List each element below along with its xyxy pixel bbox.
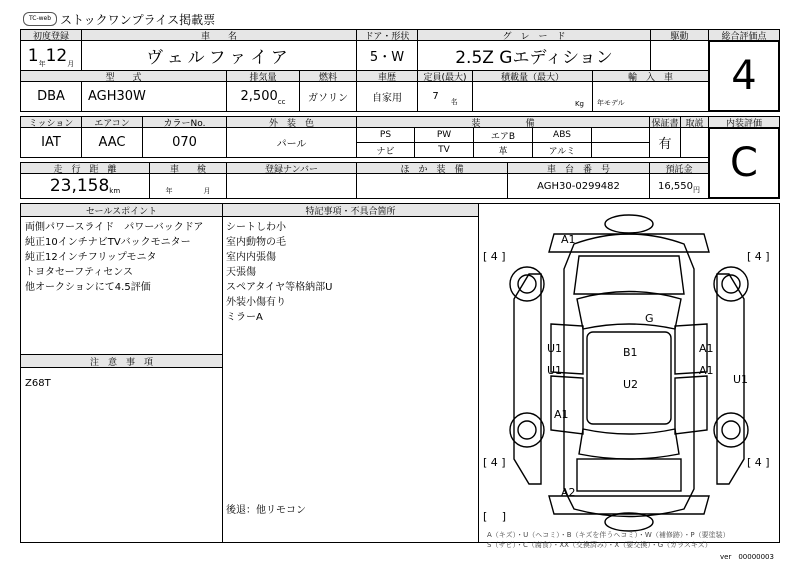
mark-a1-front: A1 [561, 233, 576, 246]
car-diagram [479, 204, 779, 542]
load-cell [472, 81, 593, 112]
mission-label: ミッション [20, 116, 82, 128]
grade-value: 2.5Z Gエディション [417, 40, 651, 71]
reg-plate-label: 登録ナンバー [226, 162, 357, 174]
mark-b1: B1 [623, 346, 638, 359]
manual-label: 取説 [680, 116, 709, 128]
fuel-label: 燃料 [299, 70, 357, 82]
mark-a1-right2: A1 [699, 364, 714, 377]
reg-year: 1 [27, 45, 39, 66]
inspection-label: 車 検 [149, 162, 227, 174]
vehicle-name-label: 車 名 [81, 29, 357, 41]
mark-a1-rear: A1 [554, 408, 569, 421]
equip-r2-blank [591, 142, 650, 158]
insp-year-unit: 年 [165, 187, 173, 195]
capacity-cell [417, 81, 473, 112]
other-equipment-label: ほ か 装 備 [356, 162, 508, 174]
mark-a2: A2 [561, 486, 576, 499]
drive-value [650, 40, 709, 71]
displacement-cell [226, 81, 300, 112]
ac-label: エアコン [81, 116, 143, 128]
color-no-value: 070 [142, 127, 227, 158]
sales-point: 両側パワースライド パワーバックドア [25, 222, 204, 233]
model-prefix: DBA [20, 81, 82, 112]
mileage-label: 走 行 距 離 [20, 162, 150, 174]
bracket-fr: [ 4 ] [747, 250, 770, 263]
special-note: 室内内張傷 [226, 252, 276, 263]
sales-point: 純正12インチフリップモニタ [25, 252, 157, 263]
interior-score: C [708, 127, 780, 199]
version-label: ver 00000003 [720, 553, 774, 561]
left-col-divider [222, 203, 223, 543]
reg-month-unit: 月 [67, 59, 75, 68]
displacement-value: 2,500 [240, 89, 278, 104]
warranty-value: 有 [649, 127, 681, 158]
interior-score-label: 内装評価 [708, 116, 780, 128]
load-label: 積載量（最大） [472, 70, 593, 82]
color-no-label: カラーNo. [142, 116, 227, 128]
import-note: 年モデル [597, 99, 625, 107]
equip-alloy: アルミ [532, 142, 592, 158]
mission-value: IAT [20, 127, 82, 158]
displacement-unit: cc [277, 97, 286, 106]
exterior-label: 外 装 色 [226, 116, 357, 128]
capacity-unit: 名 [450, 97, 458, 106]
equip-pw: PW [414, 127, 474, 143]
sales-points-label: セールスポイント [20, 203, 223, 217]
special-note: 室内動物の毛 [226, 237, 286, 248]
logo: TC-web [23, 12, 57, 26]
special-notes-list [226, 220, 476, 325]
rear-glass [579, 429, 679, 459]
special-note: 外装小傷有り [226, 297, 286, 308]
sales-point: 他オークションにて4.5評価 [25, 282, 151, 293]
spare-front [605, 215, 653, 233]
left-door-rear [551, 376, 583, 434]
caution-label: 注 意 事 項 [20, 354, 223, 368]
windshield [577, 292, 681, 330]
legend-line-1: A（キズ）・U（ヘコミ）・B（キズを伴うヘコミ）・W（補修跡）・P（要塗装） [487, 531, 730, 539]
capacity-value: 7 [432, 91, 439, 102]
import-cell [592, 81, 709, 112]
equip-r1-blank [591, 127, 650, 143]
model-value [81, 81, 227, 112]
mileage-cell [20, 173, 150, 199]
manual-value [680, 127, 709, 158]
special-note: ミラーA [226, 312, 263, 323]
reg-plate-value [226, 173, 357, 199]
mark-u1-left: U1 [547, 342, 563, 355]
first-reg-label: 初度登録 [20, 29, 82, 41]
model-label: 型 式 [20, 70, 227, 82]
import-label: 輸 入 車 [592, 70, 709, 82]
sales-points-list [25, 220, 221, 295]
deposit-unit: 円 [693, 186, 700, 194]
legend-line-2: S（サビ）・C（腐食）・XX（交換済み）・X（要交換）・G（ガラスキズ） [487, 541, 712, 549]
special-note: シートしわ小 [226, 222, 286, 233]
first-reg-cell [20, 40, 82, 71]
equip-navi: ナビ [356, 142, 415, 158]
special-note: スペアタイヤ等格納部U [226, 282, 333, 293]
mark-a1-right: A1 [699, 342, 714, 355]
exterior-color: パール [226, 127, 357, 158]
displacement-label: 排気量 [226, 70, 300, 82]
equip-ps: PS [356, 127, 415, 143]
wheel-rl [510, 413, 544, 447]
hood [574, 256, 684, 294]
vehicle-name: ヴェルファイア [81, 40, 357, 71]
usage-value: 自家用 [356, 81, 418, 112]
bracket-rl: [ 4 ] [483, 456, 506, 469]
mark-u1-left2: U1 [547, 364, 563, 377]
deposit-value: 16,550 [658, 180, 693, 192]
sales-point: トヨタセーフティセンス [25, 267, 133, 278]
mark-g: G [645, 312, 654, 325]
other-equipment-value [356, 173, 508, 199]
inspection-cell [149, 173, 227, 199]
equip-airbag: エアB [473, 127, 533, 143]
wheel-rr [714, 413, 748, 447]
reg-month: 12 [45, 45, 68, 66]
warranty-label: 保証書 [649, 116, 681, 128]
model-code: AGH30W [88, 89, 146, 104]
spare-rear [605, 513, 653, 531]
mileage-unit: km [109, 187, 121, 195]
mileage-value: 23,158 [49, 176, 110, 196]
deposit-cell [649, 173, 709, 199]
chassis-label: 車 台 番 号 [507, 162, 650, 174]
chassis-number: AGH30-0299482 [507, 173, 650, 199]
deposit-label: 預託金 [649, 162, 709, 174]
bracket-fl: [ 4 ] [483, 250, 506, 263]
equip-tv: TV [414, 142, 474, 158]
mark-u1-rightside: U1 [733, 373, 749, 386]
reg-year-unit: 年 [38, 59, 46, 68]
special-note: 天張傷 [226, 267, 256, 278]
door-label: ドア・形状 [356, 29, 418, 41]
wheel-fr [714, 267, 748, 301]
grade-label: グ レ ー ド [417, 29, 651, 41]
equip-leather: 革 [473, 142, 533, 158]
equip-abs: ABS [532, 127, 592, 143]
caution-value: Z68T [25, 378, 51, 389]
equipment-label: 装 備 [356, 116, 650, 128]
special-notes-label: 特記事項・不具合箇所 [222, 203, 479, 217]
bracket-spare: [ ] [483, 510, 507, 523]
ac-value: AAC [81, 127, 143, 158]
page-title: ストックワンプライス掲載票 [60, 13, 216, 27]
insp-month-unit: 月 [203, 187, 211, 195]
wheel-fl [510, 267, 544, 301]
right-door-rear [675, 376, 707, 434]
overall-score: 4 [708, 40, 780, 112]
drive-label: 駆動 [650, 29, 709, 41]
capacity-label: 定員(最大) [417, 70, 473, 82]
bracket-rr: [ 4 ] [747, 456, 770, 469]
left-side-view [514, 274, 541, 484]
fuel-value: ガソリン [299, 81, 357, 112]
overall-score-label: 総合評価点 [708, 29, 780, 41]
load-unit: Kg [574, 100, 584, 108]
mark-u2: U2 [623, 378, 639, 391]
sales-point: 純正10インチナビTVバックモニター [25, 237, 191, 248]
rear-note: 後退：他リモコン [226, 505, 306, 516]
door-shape: 5・W [356, 40, 418, 71]
tailgate [577, 459, 681, 491]
body-outline [564, 234, 694, 517]
usage-label: 車歴 [356, 70, 418, 82]
